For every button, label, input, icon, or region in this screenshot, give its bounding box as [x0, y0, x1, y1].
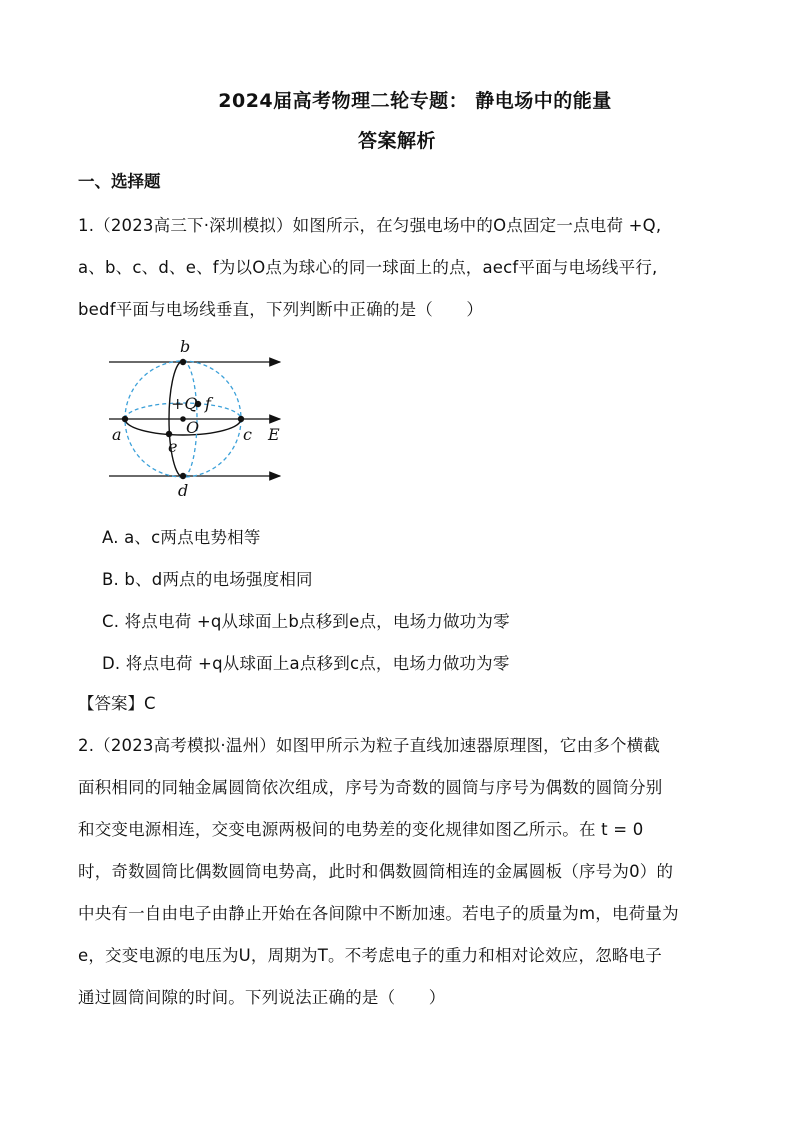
q1-text-line-1: 1.（2023高三下·深圳模拟）如图所示，在匀强电场中的O点固定一点电荷 +Q, [78, 216, 662, 235]
label-field-e: E [268, 425, 280, 444]
q1-text-line-3: bedf平面与电场线垂直，下列判断中正确的是（ ） [78, 300, 484, 319]
q1-option-a: A. a、c两点电势相等 [102, 528, 261, 547]
label-a: a [112, 425, 122, 444]
label-d: d [178, 481, 189, 500]
q2-text-line-2: 面积相同的同轴金属圆筒依次组成，序号为奇数的圆筒与序号为偶数的圆筒分别 [78, 778, 663, 797]
q1-option-b: B. b、d两点的电场强度相同 [102, 570, 313, 589]
label-f: f [205, 394, 211, 413]
q2-text-line-6: e，交变电源的电压为U，周期为T。不考虑电子的重力和相对论效应，忽略电子 [78, 946, 663, 965]
document-subtitle: 答案解析 [357, 130, 436, 152]
label-plus-q: +Q [171, 394, 198, 413]
sphere-diagram [104, 334, 304, 504]
point-o [180, 416, 186, 422]
q2-text-line-5: 中央有一自由电子由静止开始在各间隙中不断加速。若电子的质量为m，电荷量为 [78, 904, 679, 923]
q1-option-d: D. 将点电荷 +q从球面上a点移到c点，电场力做功为零 [102, 654, 510, 673]
q1-answer: 【答案】C [78, 694, 156, 713]
label-o: O [186, 418, 200, 437]
q1-text-line-2: a、b、c、d、e、f为以O点为球心的同一球面上的点，aecf平面与电场线平行, [78, 258, 658, 277]
point-a [122, 416, 128, 422]
section-heading: 一、选择题 [78, 172, 161, 191]
point-d [180, 473, 186, 479]
label-c: c [243, 425, 252, 444]
q1-figure [104, 334, 304, 508]
q2-text-line-3: 和交变电源相连，交变电源两极间的电势差的变化规律如图乙所示。在 t = 0 [78, 820, 644, 839]
q1-option-c: C. 将点电荷 +q从球面上b点移到e点，电场力做功为零 [102, 612, 510, 631]
label-b: b [180, 337, 191, 356]
point-c [238, 416, 244, 422]
document-title: 2024届高考物理二轮专题： 静电场中的能量 [218, 90, 612, 112]
q2-text-line-1: 2.（2023高考模拟·温州）如图甲所示为粒子直线加速器原理图，它由多个横截 [78, 736, 661, 755]
q2-text-line-7: 通过圆筒间隙的时间。下列说法正确的是（ ） [78, 988, 446, 1007]
q2-text-line-4: 时，奇数圆筒比偶数圆筒电势高，此时和偶数圆筒相连的金属圆板（序号为0）的 [78, 862, 674, 881]
point-b [180, 359, 186, 365]
label-e: e [168, 437, 178, 456]
